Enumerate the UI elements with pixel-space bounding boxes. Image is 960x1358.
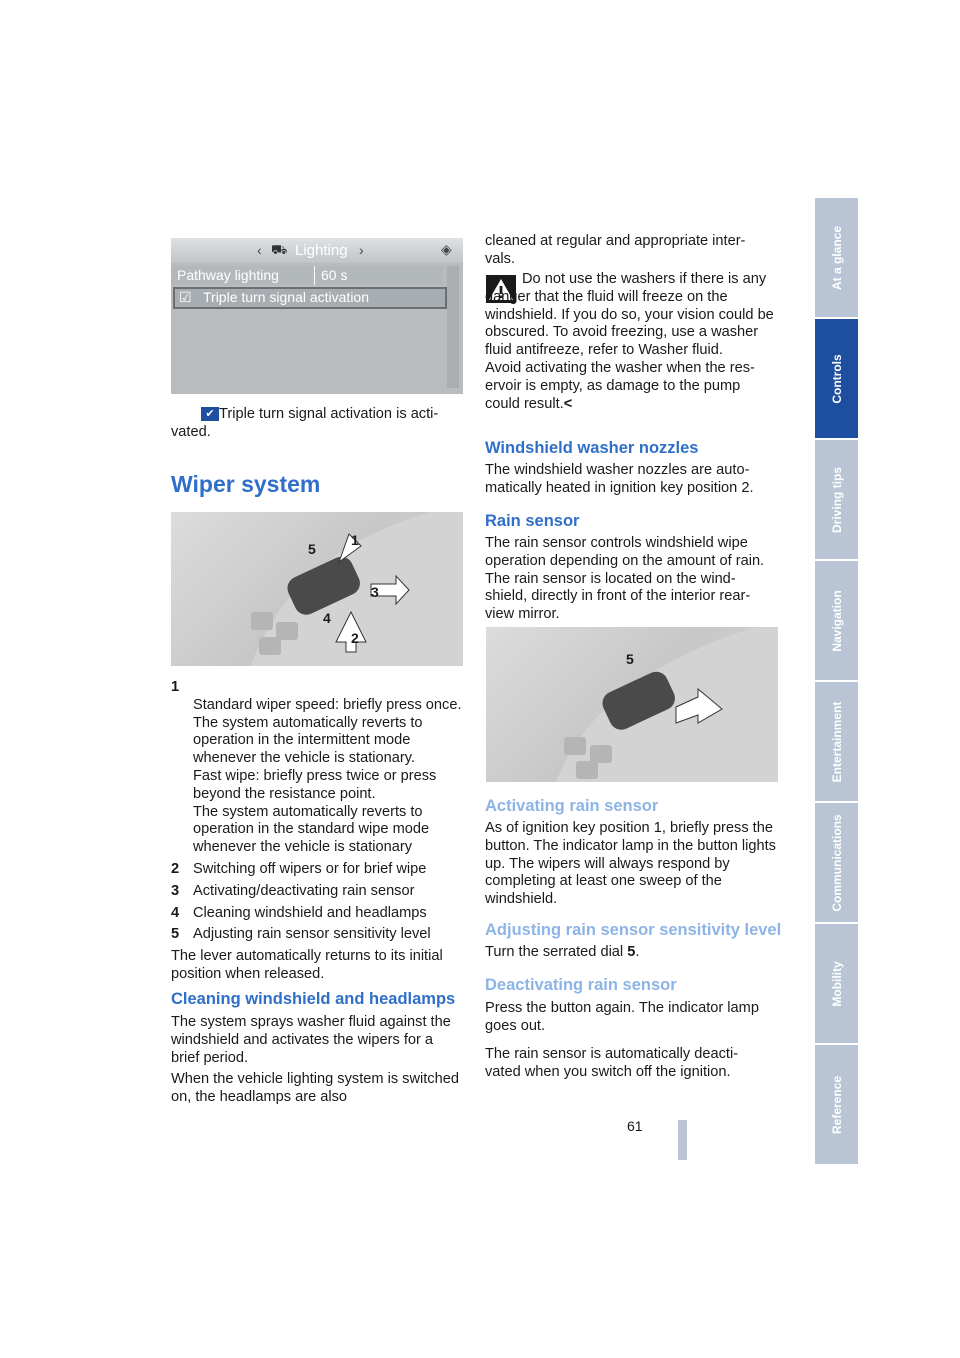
tab-at-a-glance[interactable]: At a glance (815, 198, 858, 317)
triple-turn-signal-label: Triple turn signal activation (203, 289, 370, 305)
cleaning-heading: Cleaning windshield and headlamps (171, 990, 456, 1008)
deactivating-paragraph-1: Press the button again. The indicator lamp goes out. (485, 1000, 759, 1034)
warning-text: Do not use the washers if there is any danger that the fluid will freeze on the windshield. If you do so, your vision could be obscured. To avoid freezing, use a washer fluid antifreeze, refer to Washer fluid. Avoid activating the washer when the res- ervoir is empty, as damage to the pump could result.< (485, 271, 774, 412)
callout-4: 4 (323, 610, 331, 626)
cleaning-paragraph-2: When the vehicle lighting system is switched on, the headlamps are also (171, 1071, 459, 1105)
screen-scrollbar (447, 266, 459, 388)
lever-note: The lever automatically returns to its initial position when released. (171, 948, 443, 982)
wiper-system-heading: Wiper system (171, 471, 321, 497)
list-item: 3 Activating/deactivating rain sensor (171, 882, 415, 899)
car-lighting-icon: ⛟ (271, 242, 288, 257)
tab-controls[interactable]: Controls (815, 319, 858, 438)
tab-reference[interactable]: Reference (815, 1045, 858, 1164)
pathway-lighting-row (171, 266, 443, 285)
tab-driving-tips[interactable]: Driving tips (815, 440, 858, 559)
wiper-lever-photo (171, 512, 463, 666)
side-tabs (815, 198, 858, 1166)
pathway-lighting-value: 60 s (321, 267, 348, 283)
list-item: 2 Switching off wipers or for brief wipe (171, 860, 427, 877)
callout-5: 5 (308, 541, 316, 557)
cleaning-paragraph-1: The system sprays washer fluid against the windshield and activates the wipers for a brief period. (171, 1014, 451, 1066)
pathway-lighting-label: Pathway lighting (177, 267, 279, 283)
callout-2: 2 (351, 630, 359, 646)
list-item: 1 Standard wiper speed: briefly press once. The system automatically reverts to operation in the intermittent mode whenever the vehicle is stationary. Fast wipe: briefly press twice or press beyond the resistance point. The system automatically reverts to operation in the standard wipe mode whenever the vehicle is stationary (171, 679, 462, 856)
callout-3: 3 (371, 584, 379, 600)
wiper-function-list (171, 679, 463, 984)
info-icon: ◈ (441, 241, 452, 257)
tab-entertainment[interactable]: Entertainment (815, 682, 858, 801)
rain-sensor-text: The rain sensor controls windshield wipe operation depending on the amount of rain. The rain sensor is located on the wind- shield, directly in front of the interior rear- view mirror. (485, 535, 765, 623)
tab-mobility[interactable]: Mobility (815, 924, 858, 1043)
rain-sensor-heading: Rain sensor (485, 512, 580, 530)
wiper-lever-illustration (171, 512, 463, 666)
activating-text: As of ignition key position 1, briefly press the button. The indicator lamp in the button lights up. The wipers will always respond by completing at least one sweep of the windshield. (485, 820, 776, 908)
tab-navigation[interactable]: Navigation (815, 561, 858, 680)
screen-title: Lighting (295, 242, 348, 259)
list-item: 4 Cleaning windshield and headlamps (171, 904, 427, 921)
checkmark-icon: ✔ (201, 407, 219, 421)
activating-heading: Activating rain sensor (485, 797, 659, 815)
deactivating-paragraph-2: The rain sensor is automatically deacti- vated when you switch off the ignition. (485, 1046, 739, 1080)
adjusting-heading: Adjusting rain sensor sensitivity level (485, 921, 782, 939)
row-divider (314, 266, 315, 285)
nozzles-heading: Windshield washer nozzles (485, 439, 699, 457)
lighting-menu-screen (171, 238, 463, 394)
chevron-right-icon: › (359, 242, 364, 258)
adjusting-text: Turn the serrated dial 5. (485, 944, 640, 960)
cleaning-paragraph-2-continued: cleaned at regular and appropriate inter- vals. (485, 233, 746, 267)
checkmark-icon: ☑ (179, 289, 192, 305)
activation-note: ✔ Triple turn signal activation is acti- vated. (171, 406, 439, 440)
callout-1: 1 (351, 532, 359, 548)
deactivating-heading: Deactivating rain sensor (485, 976, 677, 994)
chevron-left-icon: ‹ (257, 242, 262, 258)
page-number: 61 (627, 1118, 643, 1134)
screen-titlebar (171, 238, 463, 263)
rain-sensor-photo (486, 627, 778, 782)
triple-turn-signal-row (173, 287, 447, 309)
tab-communications[interactable]: Communications (815, 803, 858, 922)
callout-5: 5 (626, 651, 634, 667)
nozzles-text: The windshield washer nozzles are auto- matically heated in ignition key position 2. (485, 462, 754, 496)
page-number-bar (678, 1120, 687, 1160)
list-item: 5 Adjusting rain sensor sensitivity level (171, 926, 431, 943)
